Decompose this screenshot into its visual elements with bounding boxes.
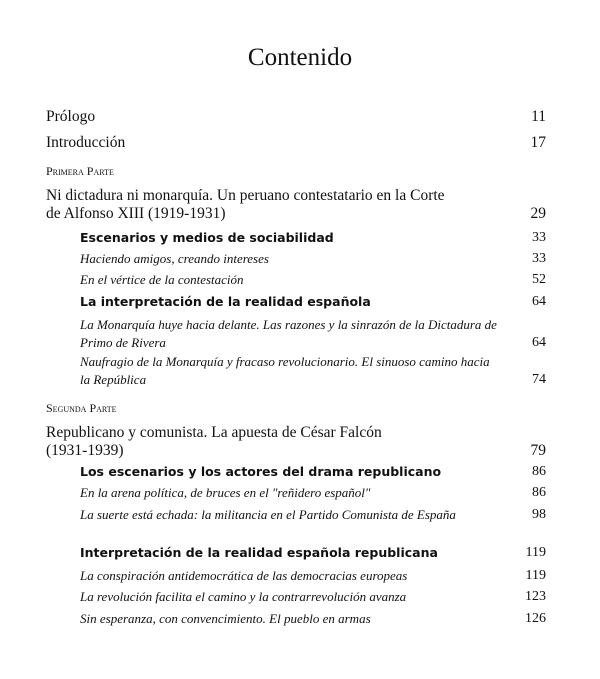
page-number: 119 [525,568,546,583]
entry-text: La Monarquía huye hacia delante. Las razones y la sinrazón de la Dictadura de Primo de Rivera [80,317,497,350]
entry-text: La revolución facilita el camino y la contrarrevolución avanza [80,589,407,604]
toc-subsection[interactable] [80,610,546,628]
entry-text: La interpretación de la realidad española [80,294,371,309]
part-heading-2 [46,399,546,417]
entry-text: La conspiración antidemocrática de las democracias europeas [80,568,408,583]
page-number: 33 [532,230,546,245]
page-number: 11 [531,108,546,125]
entry-text: Ni dictadura ni monarquía. Un peruano contestatario en la Corte de Alfonso XIII (1919-1931) [46,187,445,222]
entry-text: Prólogo [46,108,96,125]
page-number: 119 [525,545,546,560]
part-label: Segunda Parte [46,401,117,415]
toc-subsection[interactable] [80,588,546,606]
toc-entry-prologo[interactable] [46,108,546,126]
page-number: 29 [530,205,546,222]
page-number: 86 [532,485,546,500]
toc-subsection[interactable] [80,567,546,585]
page-number: 126 [525,611,546,626]
entry-text: En el vértice de la contestación [80,272,244,287]
toc-section[interactable] [80,544,546,562]
page-number: 52 [532,272,546,287]
toc-section[interactable] [80,293,546,311]
toc-section[interactable] [80,463,546,481]
toc-section[interactable] [80,229,546,247]
page-number: 33 [532,251,546,266]
toc-subsection[interactable] [80,484,546,502]
entry-text: Sin esperanza, con convencimiento. El pueblo en armas [80,611,371,626]
page-number: 98 [532,507,546,522]
entry-text: Introducción [46,134,126,151]
entry-text: Haciendo amigos, creando intereses [80,251,269,266]
toc-entry-introduccion[interactable] [46,134,546,152]
entry-text: Escenarios y medios de sociabilidad [80,230,334,245]
entry-text: Republicano y comunista. La apuesta de César Falcón (1931-1939) [46,424,382,459]
toc-subsection[interactable] [80,506,546,524]
toc-chapter-2[interactable] [46,424,546,460]
entry-text: La suerte está echada: la militancia en el Partido Comunista de España [80,507,456,522]
page-number: 74 [532,372,546,387]
entry-text: Interpretación de la realidad española republicana [80,545,438,560]
page-number: 123 [525,589,546,604]
toc-subsection[interactable] [80,250,546,268]
page-number: 64 [532,294,546,309]
toc-subsection[interactable] [80,353,546,389]
page-title: Contenido [247,44,353,71]
part-label: Primera Parte [46,164,114,178]
part-heading-1 [46,162,546,180]
entry-text: Naufragio de la Monarquía y fracaso revolucionario. El sinuoso camino hacia la República [80,354,490,387]
toc-chapter-1[interactable] [46,187,546,223]
page-number: 86 [532,464,546,479]
page-number: 79 [530,442,546,459]
entry-text: En la arena política, de bruces en el "reñidero español" [80,485,371,500]
page-number: 17 [530,134,546,151]
page-number: 64 [532,335,546,350]
toc-subsection[interactable] [80,316,546,352]
entry-text: Los escenarios y los actores del drama republicano [80,464,442,479]
toc-subsection[interactable] [80,271,546,289]
